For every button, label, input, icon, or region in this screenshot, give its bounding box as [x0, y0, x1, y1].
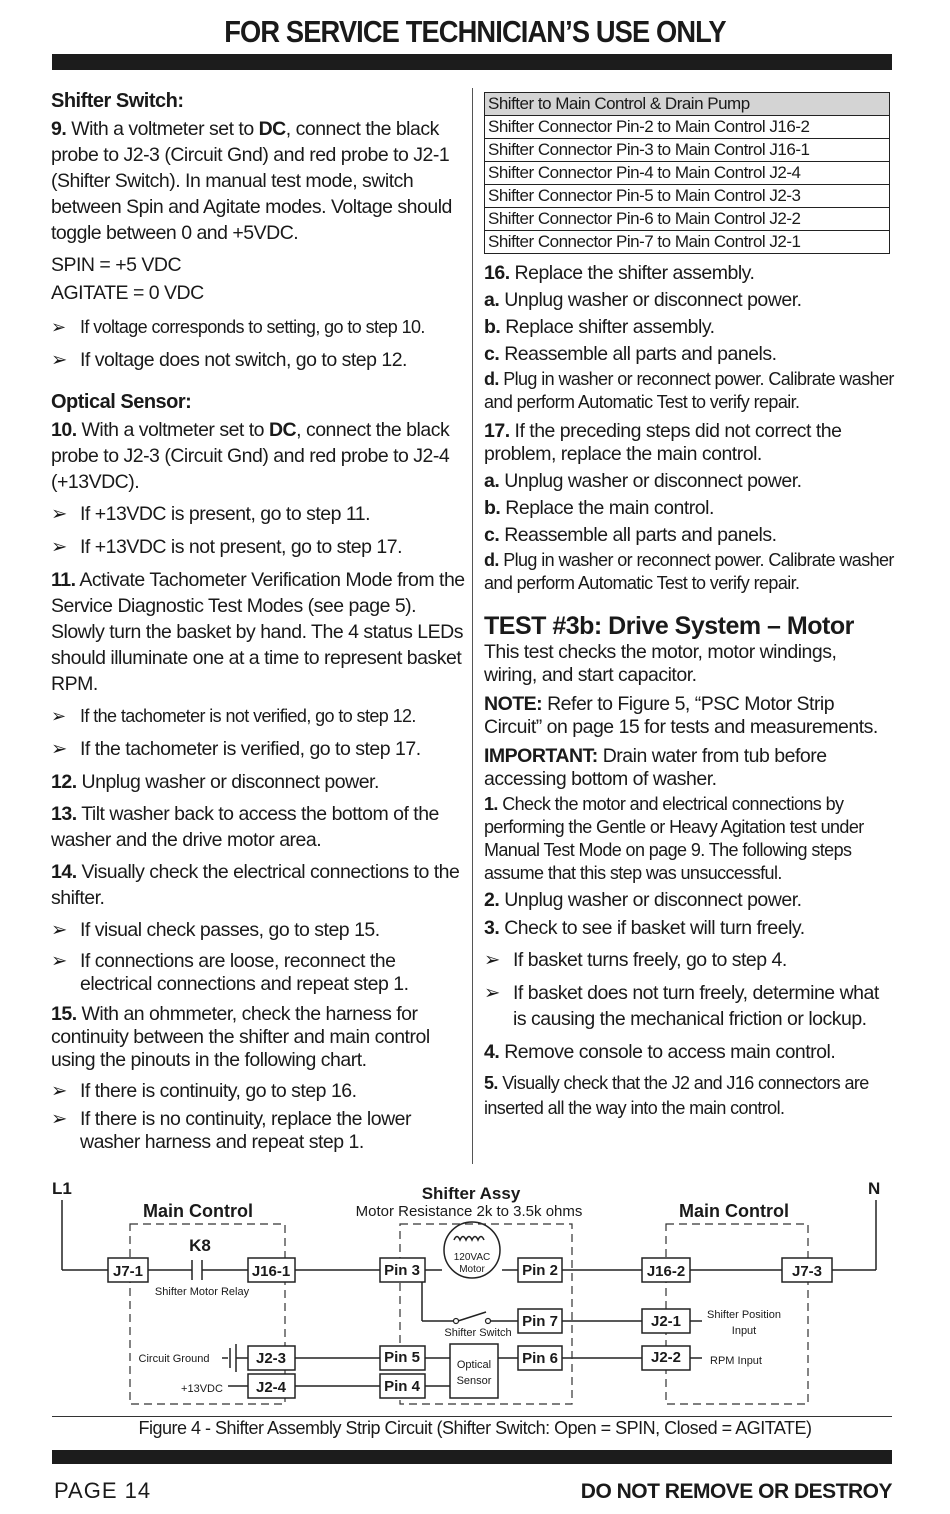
- arrow-bullet-icon: ➢: [51, 919, 67, 941]
- table-row: Shifter Connector Pin-4 to Main Control J2-4: [485, 162, 890, 185]
- step-text: , connect the black probe to J2-3 (Circuit Gnd) and red probe to J2-1 (Shifter Switch). In manual test mode, switch between Spin and Agitate modes. Voltage should toggle between 0 and +5VDC.: [51, 118, 452, 244]
- optical-sensor-label-1: Optical: [456, 1359, 492, 1371]
- substep: [484, 314, 894, 340]
- step-text: Visually check the electrical connections to the shifter.: [51, 861, 460, 909]
- motor-winding: [454, 1237, 484, 1241]
- n-label: N: [868, 1179, 881, 1198]
- bullet-item: [51, 534, 466, 560]
- important-text: Drain water from tub before accessing bottom of washer.: [484, 745, 827, 790]
- step-number: 5.: [484, 1073, 498, 1093]
- arrow-bullet-icon: ➢: [51, 536, 67, 558]
- substep-letter: d.: [484, 369, 499, 389]
- step-number: 10.: [51, 419, 77, 441]
- arrow-bullet-icon: ➢: [484, 982, 500, 1004]
- bullet-item: [51, 917, 466, 943]
- table-row: Shifter Connector Pin-2 to Main Control J16-2: [485, 116, 890, 139]
- substep: [484, 495, 894, 521]
- shifter-switch-heading: Shifter Switch:: [51, 90, 184, 112]
- caption-rule: [52, 1416, 892, 1417]
- bullet-text: If voltage does not switch, go to step 12.: [80, 349, 407, 371]
- arrow-bullet-icon: ➢: [51, 1108, 67, 1130]
- substep-letter: d.: [484, 550, 499, 570]
- substep-text: Plug in washer or reconnect power. Calibrate washer and perform Automatic Test to verify repair.: [484, 369, 894, 412]
- optical-sensor-box: [450, 1344, 498, 1398]
- circuit-ground-label: Circuit Ground: [138, 1353, 210, 1365]
- step-number: 11.: [51, 569, 76, 591]
- motor-step-5: [484, 1071, 894, 1121]
- right-column: [484, 92, 894, 1127]
- step-number: 16.: [484, 262, 510, 284]
- bullet-item: [51, 347, 466, 373]
- dc-label: DC: [268, 419, 297, 441]
- step-text: Remove console to access main control.: [504, 1041, 836, 1063]
- step-text: Unplug washer or disconnect power.: [81, 771, 379, 793]
- motor-label-line1: 120VAC: [453, 1252, 491, 1263]
- pin7-label: Pin 7: [522, 1313, 558, 1330]
- substep-letter: a.: [484, 470, 500, 492]
- header-rule: [52, 54, 892, 70]
- bullet-item: [484, 980, 894, 1032]
- bullet-item: [51, 950, 466, 996]
- bullet-item: [51, 736, 466, 762]
- step-13: [51, 801, 466, 853]
- table-header: Shifter to Main Control & Drain Pump: [485, 93, 890, 116]
- main-control-right-label: Main Control: [679, 1201, 789, 1221]
- substep: [484, 522, 894, 548]
- important-label: IMPORTANT:: [484, 745, 598, 767]
- step-12: [51, 769, 466, 795]
- switch-blade: [458, 1312, 486, 1321]
- step-number: 4.: [484, 1041, 500, 1063]
- arrow-bullet-icon: ➢: [51, 1080, 67, 1102]
- step-number: 2.: [484, 889, 500, 911]
- step-17: [484, 420, 894, 466]
- step-number: 12.: [51, 771, 77, 793]
- note-text: Refer to Figure 5, “PSC Motor Strip Circuit” on page 15 for tests and measurements.: [484, 693, 878, 738]
- dc-label: DC: [258, 118, 286, 140]
- step-text: Tilt washer back to access the bottom of the washer and the drive motor area.: [51, 803, 439, 851]
- bullet-item: [51, 703, 466, 729]
- pin5-label: Pin 5: [384, 1349, 420, 1366]
- step-text: With a voltmeter set to: [71, 118, 259, 140]
- bullet-item: [51, 1078, 466, 1104]
- pin2-label: Pin 2: [522, 1262, 558, 1279]
- motor-resistance-label: Motor Resistance 2k to 3.5k ohms: [355, 1203, 583, 1220]
- step-9: [51, 116, 466, 246]
- bullet-text: If visual check passes, go to step 15.: [80, 919, 380, 941]
- step-number: 3.: [484, 917, 500, 939]
- arrow-bullet-icon: ➢: [51, 706, 66, 726]
- bullet-text: If the tachometer is verified, go to step 17.: [80, 738, 421, 760]
- pin3-label: Pin 3: [384, 1262, 420, 1279]
- arrow-bullet-icon: ➢: [51, 349, 67, 371]
- bullet-text: If +13VDC is present, go to step 11.: [80, 503, 371, 525]
- footer-notice: DO NOT REMOVE OR DESTROY: [580, 1480, 892, 1503]
- j2-3-label: J2-3: [255, 1350, 287, 1367]
- motor-step-2: [484, 887, 894, 913]
- step-15: [51, 1003, 466, 1072]
- pin6-label: Pin 6: [522, 1350, 558, 1367]
- step-text: Activate Tachometer Verification Mode from the Service Diagnostic Test Modes (see page 5). Slowly turn the basket by hand. The 4 status LEDs should illuminate one at a time to represent basket RPM.: [51, 569, 465, 695]
- substep-letter: c.: [484, 343, 500, 365]
- table-row: Shifter Connector Pin-6 to Main Control J2-2: [485, 208, 890, 231]
- table-row: Shifter Connector Pin-7 to Main Control J2-1: [485, 231, 890, 254]
- shifter-position-label-2: Input: [731, 1325, 757, 1337]
- test-heading: TEST #3b: Drive System – Motor: [484, 612, 854, 640]
- j2-2-label: J2-2: [650, 1349, 682, 1366]
- optical-sensor-heading: Optical Sensor:: [51, 391, 192, 413]
- step-text: With a voltmeter set to: [81, 419, 269, 441]
- arrow-bullet-icon: ➢: [484, 949, 500, 971]
- arrow-bullet-icon: ➢: [51, 738, 67, 760]
- bullet-text: If +13VDC is not present, go to step 17.: [80, 536, 402, 558]
- substep-text: Plug in washer or reconnect power. Calibrate washer and perform Automatic Test to verify repair.: [484, 550, 894, 593]
- j16-1-label: J16-1: [251, 1263, 291, 1280]
- agitate-value: AGITATE = 0 VDC: [51, 282, 204, 304]
- footer-rule: [52, 1450, 892, 1464]
- pinout-table: [484, 92, 890, 254]
- j2-4-label: J2-4: [255, 1379, 287, 1396]
- substep-text: Replace shifter assembly.: [505, 316, 715, 338]
- figure-caption: Figure 4 - Shifter Assembly Strip Circuit (Shifter Switch: Open = SPIN, Closed = AGITATE): [138, 1418, 812, 1438]
- bullet-text: If there is no continuity, replace the lower washer harness and repeat step 1.: [80, 1108, 411, 1153]
- step-10: [51, 417, 466, 495]
- shifter-strip-circuit-diagram: [50, 1172, 892, 1416]
- step-text: , connect the black probe to J2-3 (Circuit Gnd) and red probe to J2-4 (+13VDC).: [51, 419, 450, 493]
- j7-3-label: J7-3: [791, 1263, 823, 1280]
- optical-sensor-label-2: Sensor: [456, 1375, 492, 1387]
- step-number: 15.: [51, 1003, 77, 1025]
- spin-value: SPIN = +5 VDC: [51, 254, 182, 276]
- substep-letter: c.: [484, 524, 500, 546]
- bullet-text: If there is continuity, go to step 16.: [80, 1080, 357, 1102]
- k8-label: K8: [189, 1236, 211, 1255]
- shifter-position-label-1: Shifter Position: [707, 1309, 781, 1321]
- 13vdc-label: +13VDC: [181, 1383, 223, 1395]
- arrow-bullet-icon: ➢: [51, 950, 67, 972]
- step-number: 14.: [51, 861, 77, 883]
- bullet-text: If connections are loose, reconnect the electrical connections and repeat step 1.: [80, 950, 409, 995]
- motor-step-4: [484, 1039, 894, 1065]
- step-text: Replace the shifter assembly.: [514, 262, 755, 284]
- step-number: 9.: [51, 118, 67, 140]
- arrow-bullet-icon: ➢: [51, 503, 67, 525]
- substep-text: Reassemble all parts and panels.: [504, 524, 777, 546]
- j2-1-label: J2-1: [650, 1313, 682, 1330]
- step-number: 17.: [484, 420, 510, 442]
- step-text: Check the motor and electrical connections by performing the Gentle or Heavy Agitation test under Manual Test Mode on page 9. The following steps assume that this step was unsuccessful.: [484, 794, 864, 883]
- bullet-text: If voltage corresponds to setting, go to step 10.: [80, 317, 425, 337]
- j7-1-label: J7-1: [112, 1263, 144, 1280]
- step-number: 13.: [51, 803, 77, 825]
- substep-text: Unplug washer or disconnect power.: [504, 470, 802, 492]
- bullet-item: [51, 314, 466, 340]
- step-14: [51, 859, 466, 911]
- step-11: [51, 567, 466, 697]
- j16-2-label: J16-2: [646, 1263, 686, 1280]
- page-number: PAGE 14: [54, 1478, 152, 1503]
- motor-step-3: [484, 915, 894, 941]
- important: [484, 745, 894, 791]
- substep-letter: b.: [484, 316, 501, 338]
- substep: [484, 368, 894, 414]
- rpm-input-label: RPM Input: [710, 1355, 762, 1367]
- table-row: Shifter Connector Pin-5 to Main Control J2-3: [485, 185, 890, 208]
- step-text: Check to see if basket will turn freely.: [504, 917, 805, 939]
- shifter-assy-label: Shifter Assy: [421, 1184, 521, 1203]
- bullet-item: [484, 947, 894, 973]
- substep: [484, 549, 894, 595]
- main-control-left-label: Main Control: [143, 1201, 253, 1221]
- bullet-item: [51, 1108, 466, 1154]
- l1-label: L1: [52, 1179, 72, 1198]
- substep: [484, 341, 894, 367]
- step-number: 1.: [484, 794, 498, 814]
- bullet-text: If basket does not turn freely, determine what is causing the mechanical friction or lockup.: [513, 982, 879, 1030]
- substep: [484, 468, 894, 494]
- left-column: [51, 88, 466, 1161]
- note: [484, 693, 894, 739]
- motor-step-1: [484, 793, 894, 885]
- bullet-text: If basket turns freely, go to step 4.: [513, 949, 787, 971]
- shifter-switch-label: Shifter Switch: [444, 1327, 512, 1339]
- switch-contact: [486, 1319, 491, 1324]
- substep-letter: a.: [484, 289, 500, 311]
- step-text: If the preceding steps did not correct the problem, replace the main control.: [484, 420, 842, 465]
- substep-text: Reassemble all parts and panels.: [504, 343, 777, 365]
- test-intro: This test checks the motor, motor windings, wiring, and start capacitor.: [484, 641, 837, 686]
- substep-text: Replace the main control.: [505, 497, 714, 519]
- pin4-label: Pin 4: [384, 1378, 420, 1395]
- column-divider: [472, 88, 473, 1164]
- step-text: Unplug washer or disconnect power.: [504, 889, 802, 911]
- step-text: Visually check that the J2 and J16 connectors are inserted all the way into the main control.: [484, 1073, 869, 1118]
- step-16: [484, 260, 894, 286]
- note-label: NOTE:: [484, 693, 543, 715]
- bullet-text: If the tachometer is not verified, go to step 12.: [80, 706, 416, 726]
- page-title: FOR SERVICE TECHNICIAN’S USE ONLY: [224, 14, 726, 49]
- shifter-motor-relay-label: Shifter Motor Relay: [154, 1286, 250, 1298]
- substep-text: Unplug washer or disconnect power.: [504, 289, 802, 311]
- motor-label-line2: Motor: [459, 1264, 485, 1275]
- arrow-bullet-icon: ➢: [51, 317, 66, 337]
- table-row: Shifter Connector Pin-3 to Main Control J16-1: [485, 139, 890, 162]
- step-text: With an ohmmeter, check the harness for continuity between the shifter and main control using the pinouts in the following chart.: [51, 1003, 430, 1071]
- substep-letter: b.: [484, 497, 501, 519]
- switch-contact: [454, 1319, 459, 1324]
- substep: [484, 287, 894, 313]
- bullet-item: [51, 501, 466, 527]
